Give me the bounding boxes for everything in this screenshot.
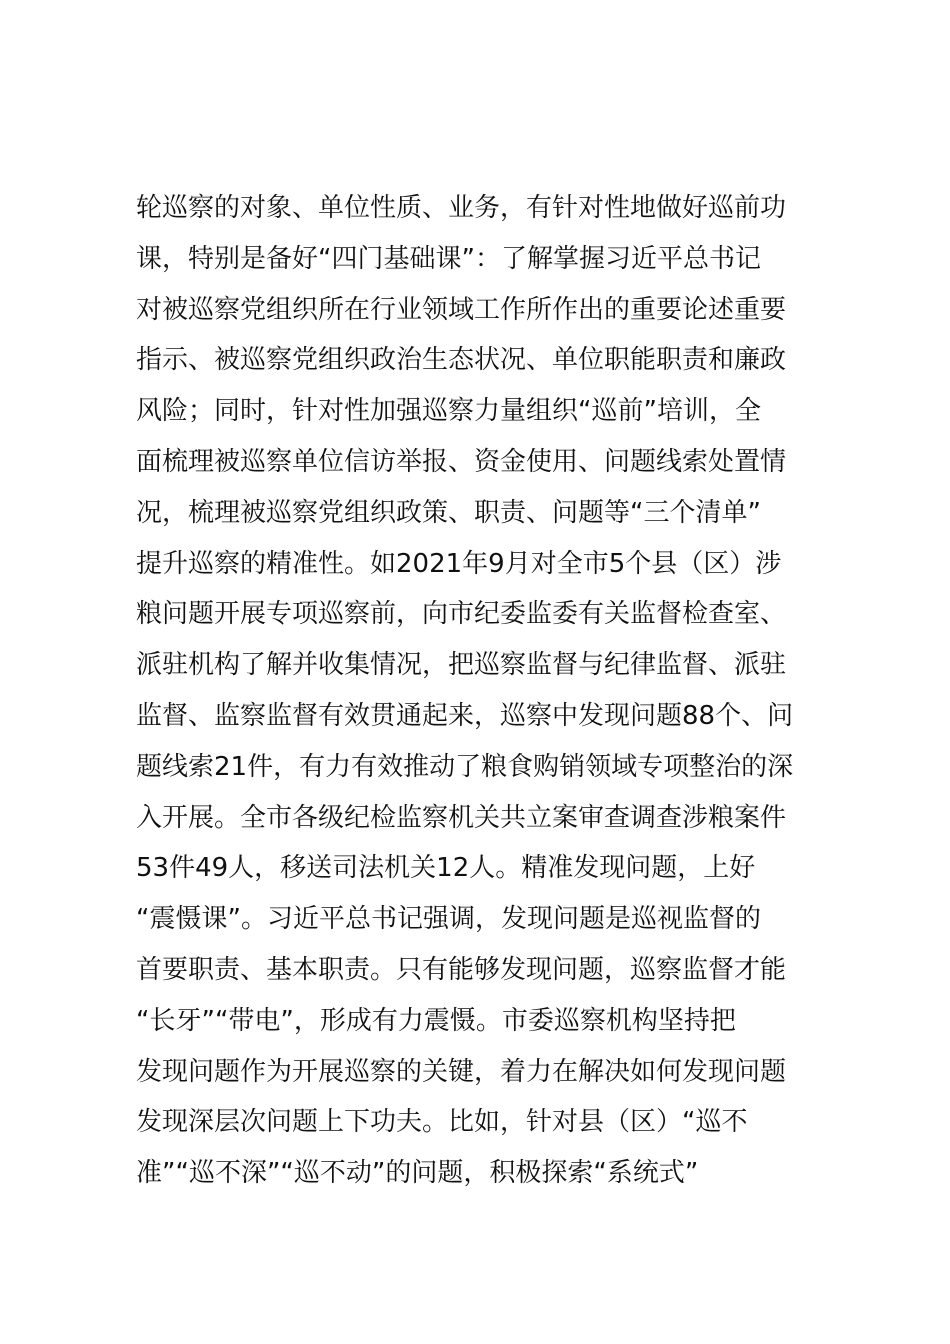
text-line-3: 对被巡察党组织所在行业领域工作所作出的重要论述重要 (136, 294, 787, 325)
text-line-18: 发现问题作为开展巡察的关键，着力在解决如何发现问题 (136, 1056, 787, 1087)
text-line-15: “震慑课”。习近平总书记强调，发现问题是巡视监督的 (136, 904, 761, 935)
text-line-1: 轮巡察的对象、单位性质、业务，有针对性地做好巡前功 (136, 193, 787, 223)
text-line-11: 监督、监察监督有效贯通起来，巡察中发现问题88个、问 (136, 700, 794, 731)
text-line-13: 入开展。全市各级纪检监察机关共立案审查调查涉粮案件 (136, 802, 787, 833)
text-line-20: 准”“巡不深”“巡不动”的问题，积极探索“系统式” (136, 1158, 699, 1189)
text-line-2: 课，特别是备好“四门基础课”：了解掌握习近平总书记 (136, 243, 761, 274)
text-line-19: 发现深层次问题上下功夫。比如，针对县（区）“巡不 (136, 1107, 748, 1138)
text-line-9: 粮问题开展专项巡察前，向市纪委监委有关监督检查室、 (136, 599, 787, 630)
text-line-7: 况，梳理被巡察党组织政策、职责、问题等“三个清单” (136, 497, 761, 528)
text-line-12: 题线索21件，有力有效推动了粮食购销领域专项整治的深 (136, 751, 794, 782)
body-text (136, 183, 846, 1199)
text-line-14: 53件49人，移送司法机关12人。精准发现问题，上好 (136, 853, 756, 884)
text-line-17: “长牙”“带电”，形成有力震慑。市委巡察机构坚持把 (136, 1005, 736, 1036)
text-line-4: 指示、被巡察党组织政治生态状况、单位职能职责和廉政 (136, 345, 787, 376)
text-line-10: 派驻机构了解并收集情况，把巡察监督与纪律监督、派驻 (136, 650, 787, 681)
text-line-6: 面梳理被巡察单位信访举报、资金使用、问题线索处置情 (136, 446, 787, 477)
text-line-8: 提升巡察的精准性。如2021年9月对全市5个县（区）涉 (136, 548, 782, 579)
text-line-5: 风险；同时，针对性加强巡察力量组织“巡前”培训，全 (136, 396, 761, 427)
text-line-16: 首要职责、基本职责。只有能够发现问题，巡察监督才能 (136, 954, 787, 985)
